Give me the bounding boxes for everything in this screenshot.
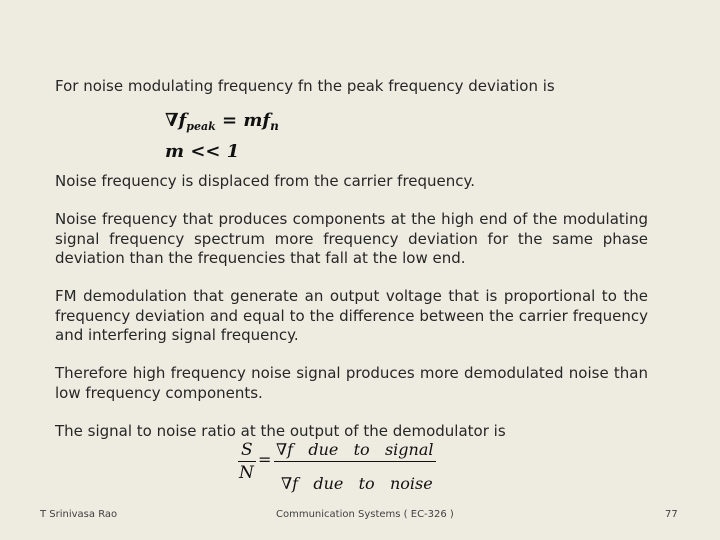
paragraph-noise-components: Noise frequency that produces components at the high end of the modulating signal frequency spectrum more frequency deviation for the same phase deviation than the frequencies that fall at the low end. [55, 210, 648, 267]
paragraph-peak-deviation: For noise modulating frequency fn the peak frequency deviation is [55, 77, 555, 95]
paragraph-noise-displaced: Noise frequency is displaced from the carrier frequency. [55, 172, 476, 190]
paragraph-high-frequency-noise: Therefore high frequency noise signal produces more demodulated noise than low frequency components. [55, 364, 648, 402]
paragraph-fm-demodulation: FM demodulation that generate an output voltage that is proportional to the frequency deviation and equal to the difference between the carrier frequency and interfering signal frequency. [55, 287, 648, 344]
formula-lhs-subscript: peak [186, 120, 216, 133]
snr-fraction-bar [238, 461, 256, 462]
formula-snr [236, 438, 446, 498]
formula-rhs: = mf [222, 110, 271, 131]
paragraph-snr-output: The signal to noise ratio at the output of the demodulator is [55, 422, 506, 440]
formula-m-condition: m << 1 [165, 141, 240, 162]
snr-main-fraction-bar [274, 461, 436, 462]
footer-page-number: 77 [665, 509, 678, 520]
footer-course: Communication Systems ( EC-326 ) [276, 509, 454, 520]
snr-numerator: ∇f due to signal [276, 440, 434, 459]
formula-peak-deviation [165, 110, 279, 131]
snr-equals: = [258, 450, 272, 469]
snr-s: S [241, 440, 253, 460]
snr-denominator: ∇f due to noise [281, 474, 433, 493]
formula-rhs-subscript: n [270, 119, 279, 133]
snr-n: N [239, 463, 254, 483]
formula-lhs: ∇f [165, 110, 187, 131]
footer-author: T Srinivasa Rao [40, 509, 118, 520]
